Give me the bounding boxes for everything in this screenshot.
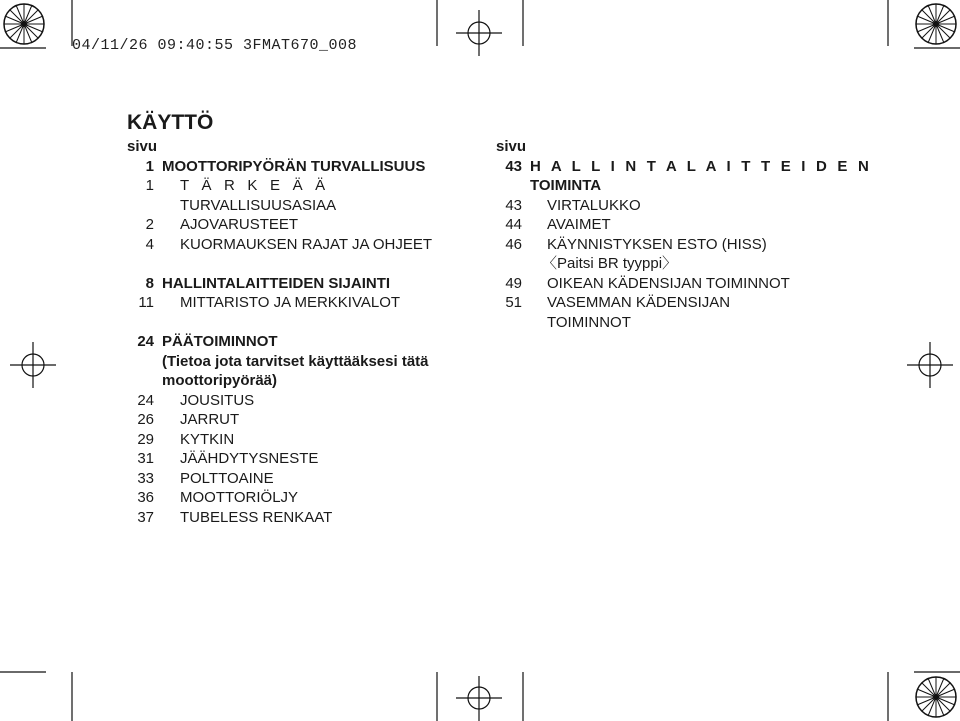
toc-entry-text: POLTTOAINE: [180, 469, 274, 487]
toc-page-number: 44: [505, 216, 522, 233]
toc-page-number: 36: [137, 489, 154, 506]
toc-entry-text: JARRUT: [180, 411, 240, 428]
toc-entry-text: KÄYNNISTYKSEN ESTO (HISS): [547, 235, 767, 253]
toc-entry-text: MOOTTORIPYÖRÄN TURVALLISUUS: [162, 157, 426, 175]
toc-entry-text: TOIMINTA: [530, 177, 602, 194]
toc-entry: [127, 508, 467, 528]
toc-page-number: 46: [505, 235, 522, 253]
toc-entry-text: TURVALLISUUSASIAA: [180, 196, 337, 214]
toc-entry-text: AJOVARUSTEET: [180, 216, 299, 233]
toc-entry-text: TOIMINNOT: [547, 313, 631, 331]
toc-entry-text: 〈Paitsi BR tyyppi〉: [542, 255, 678, 272]
toc-entry-text: MITTARISTO JA MERKKIVALOT: [180, 294, 401, 311]
toc-entry: [496, 235, 816, 255]
toc-page-number: 31: [137, 450, 154, 467]
print-slug: 04/11/26 09:40:55 3FMAT670_008: [72, 37, 358, 54]
toc-page-number: 11: [138, 294, 154, 311]
toc-entry-text: OIKEAN KÄDENSIJAN TOIMINNOT: [547, 274, 790, 292]
toc-entry: [496, 254, 816, 274]
toc-entry: [127, 352, 467, 372]
toc-entry: [496, 293, 816, 313]
toc-entry-text: MOOTTORIÖLJY: [180, 489, 299, 506]
toc-entry-text: VIRTALUKKO: [547, 196, 641, 214]
toc-entry-text: KUORMAUKSEN RAJAT JA OHJEET: [180, 235, 432, 253]
toc-entry: [127, 449, 467, 469]
toc-entry-text: HALLINTALAITTEIDEN SIJAINTI: [162, 274, 391, 292]
toc-entry: [127, 410, 467, 430]
toc-entry: [127, 488, 467, 508]
toc-page-number: 26: [137, 411, 154, 428]
toc-entry-text: moottoripyörää): [162, 372, 278, 389]
toc-entry: [127, 176, 467, 196]
toc-entry: [127, 293, 467, 313]
toc-entry: [127, 332, 467, 352]
toc-entry-text: JÄÄHDYTYSNESTE: [180, 450, 319, 467]
toc-page-number: 43: [505, 196, 522, 214]
toc-page-number: 29: [137, 430, 154, 448]
toc-page-number: 8: [145, 274, 154, 292]
page-column-label: sivu: [127, 138, 158, 155]
toc-page-number: 4: [145, 235, 154, 253]
toc-page-number: 33: [137, 469, 154, 487]
toc-page-number: 51: [505, 294, 522, 311]
toc-entry: [127, 391, 467, 411]
toc-entry-text: H A L L I N T A L A I T T E I D E N: [530, 157, 873, 175]
page-column-label: sivu: [496, 138, 527, 155]
toc-entry: [127, 469, 467, 489]
toc-entry: [127, 196, 467, 216]
toc-entry-text: (Tietoa jota tarvitset käyttääksesi tätä: [162, 352, 429, 370]
toc-entry: [496, 196, 816, 216]
toc-entry: [127, 157, 467, 177]
toc-entry-text: PÄÄTOIMINNOT: [162, 333, 278, 350]
toc-entry-text: VASEMMAN KÄDENSIJAN: [547, 294, 731, 311]
toc-right-column: [496, 137, 873, 332]
toc-entry: [496, 215, 816, 235]
toc-entry: [496, 274, 816, 294]
toc-page-number: 1: [145, 177, 154, 194]
toc-page-number: 1: [145, 157, 154, 175]
toc-page-number: 2: [145, 216, 154, 233]
toc-left-column: [127, 137, 467, 527]
toc-entry: [127, 235, 467, 255]
toc-entry: [496, 176, 816, 196]
toc-page-number: 24: [137, 391, 154, 409]
toc-entry-text: AVAIMET: [547, 216, 611, 233]
toc-page-number: 43: [505, 157, 522, 175]
toc-entry: [496, 157, 873, 177]
toc-entry: [127, 371, 467, 391]
toc-entry: [127, 430, 467, 450]
toc-entry-text: KYTKIN: [180, 430, 235, 448]
toc-page-number: 37: [137, 508, 154, 526]
toc-entry: [127, 274, 467, 294]
toc-entry-text: JOUSITUS: [180, 391, 255, 409]
toc-entry: [127, 215, 467, 235]
page-title: KÄYTTÖ: [127, 111, 214, 134]
toc-entry-text: T Ä R K E Ä Ä: [180, 177, 330, 194]
toc-page-number: 24: [137, 333, 154, 350]
toc-entry-text: TUBELESS RENKAAT: [180, 508, 333, 526]
toc-page-number: 49: [505, 274, 522, 292]
toc-entry: [496, 313, 816, 333]
